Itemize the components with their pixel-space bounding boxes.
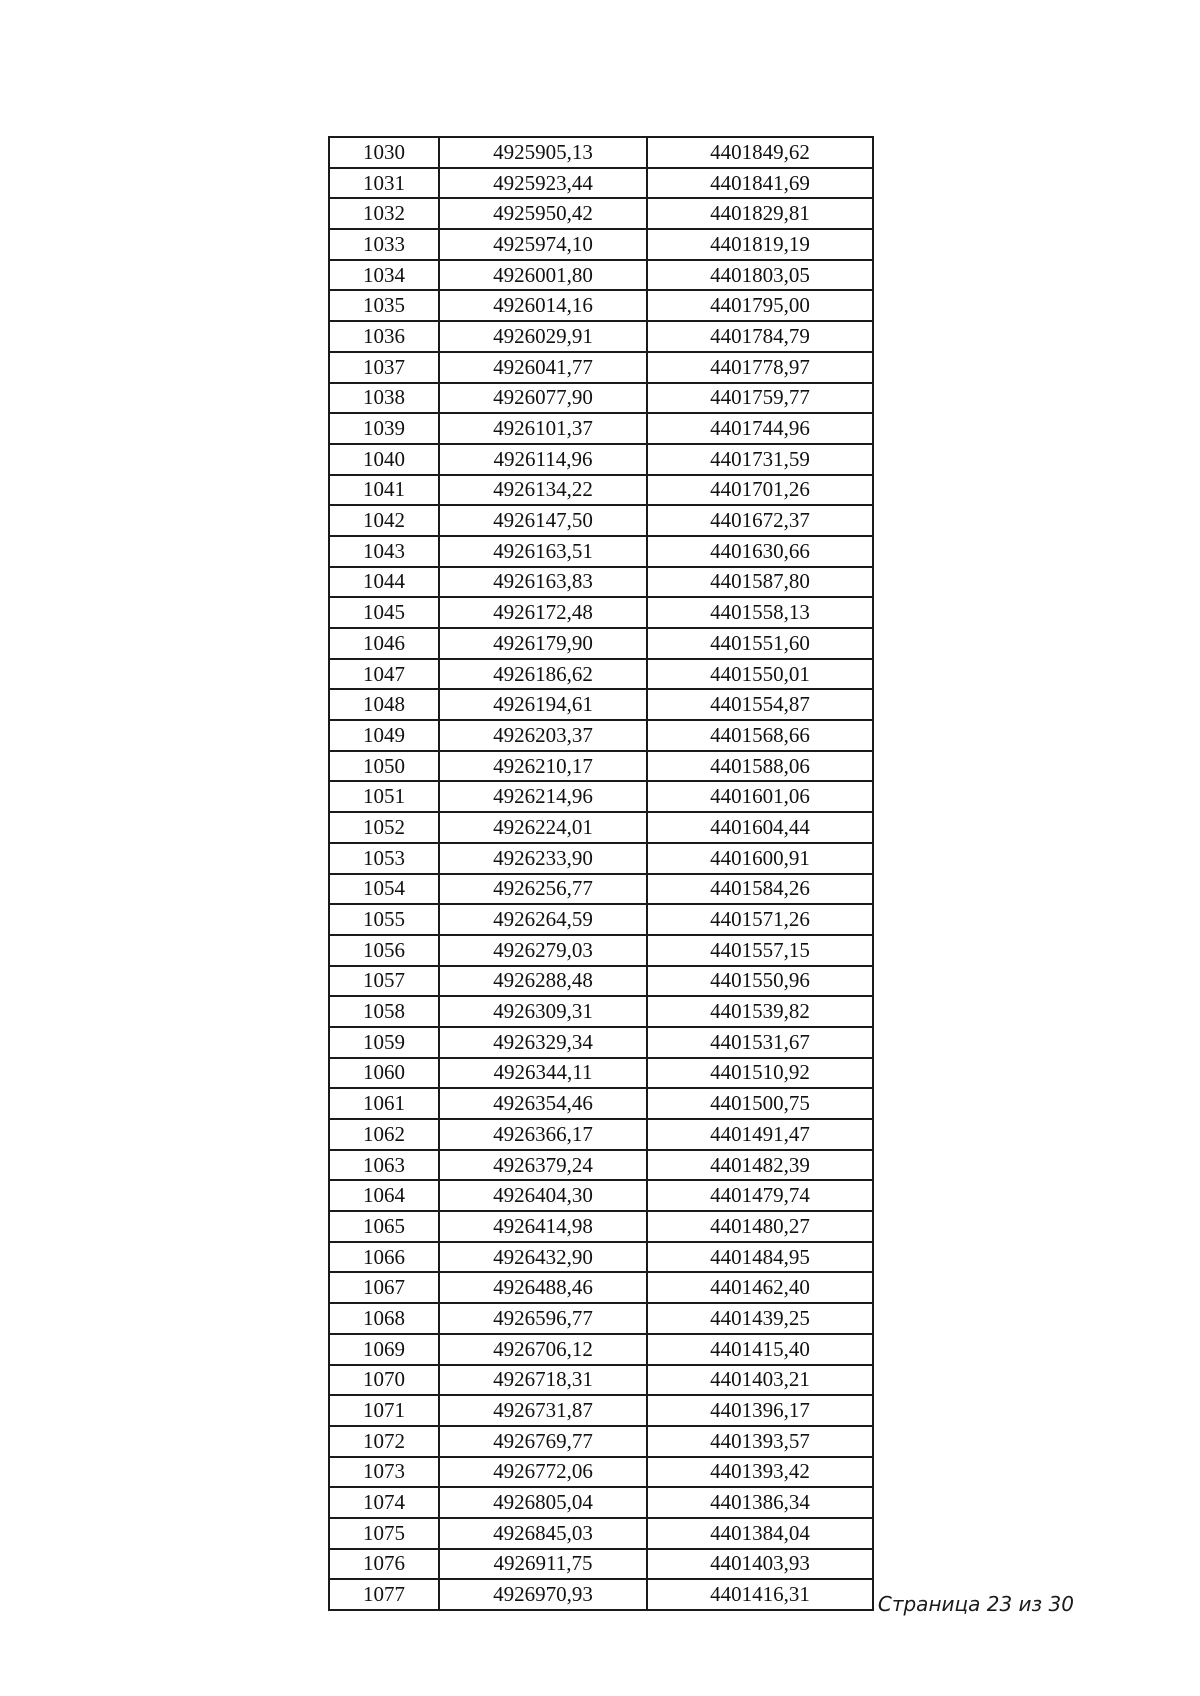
x-coordinate-cell: 4926596,77 bbox=[439, 1303, 647, 1334]
point-number-cell: 1048 bbox=[329, 689, 439, 720]
y-coordinate-cell: 4401731,59 bbox=[647, 444, 873, 475]
table-row bbox=[329, 659, 873, 690]
table-row bbox=[329, 321, 873, 352]
point-number-cell: 1070 bbox=[329, 1365, 439, 1396]
y-coordinate-cell: 4401416,31 bbox=[647, 1579, 873, 1610]
x-coordinate-cell: 4926488,46 bbox=[439, 1272, 647, 1303]
point-number-cell: 1039 bbox=[329, 413, 439, 444]
table-row bbox=[329, 904, 873, 935]
y-coordinate-cell: 4401462,40 bbox=[647, 1272, 873, 1303]
x-coordinate-cell: 4926911,75 bbox=[439, 1549, 647, 1580]
table-row bbox=[329, 874, 873, 905]
point-number-cell: 1046 bbox=[329, 628, 439, 659]
x-coordinate-cell: 4926172,48 bbox=[439, 597, 647, 628]
table-row bbox=[329, 812, 873, 843]
point-number-cell: 1073 bbox=[329, 1457, 439, 1488]
point-number-cell: 1056 bbox=[329, 935, 439, 966]
point-number-cell: 1063 bbox=[329, 1150, 439, 1181]
point-number-cell: 1060 bbox=[329, 1058, 439, 1089]
table-row bbox=[329, 1457, 873, 1488]
x-coordinate-cell: 4926224,01 bbox=[439, 812, 647, 843]
x-coordinate-cell: 4926769,77 bbox=[439, 1426, 647, 1457]
y-coordinate-cell: 4401829,81 bbox=[647, 198, 873, 229]
table-row bbox=[329, 751, 873, 782]
table-row bbox=[329, 198, 873, 229]
y-coordinate-cell: 4401759,77 bbox=[647, 383, 873, 414]
point-number-cell: 1058 bbox=[329, 996, 439, 1027]
x-coordinate-cell: 4926029,91 bbox=[439, 321, 647, 352]
table-row bbox=[329, 567, 873, 598]
table-row bbox=[329, 1334, 873, 1365]
point-number-cell: 1047 bbox=[329, 659, 439, 690]
point-number-cell: 1040 bbox=[329, 444, 439, 475]
y-coordinate-cell: 4401587,80 bbox=[647, 567, 873, 598]
point-number-cell: 1043 bbox=[329, 536, 439, 567]
x-coordinate-cell: 4926404,30 bbox=[439, 1180, 647, 1211]
x-coordinate-cell: 4926203,37 bbox=[439, 720, 647, 751]
table-row bbox=[329, 689, 873, 720]
y-coordinate-cell: 4401491,47 bbox=[647, 1119, 873, 1150]
y-coordinate-cell: 4401403,93 bbox=[647, 1549, 873, 1580]
point-number-cell: 1044 bbox=[329, 567, 439, 598]
table-row bbox=[329, 1426, 873, 1457]
table-row bbox=[329, 229, 873, 260]
y-coordinate-cell: 4401571,26 bbox=[647, 904, 873, 935]
y-coordinate-cell: 4401588,06 bbox=[647, 751, 873, 782]
y-coordinate-cell: 4401415,40 bbox=[647, 1334, 873, 1365]
table-row bbox=[329, 1180, 873, 1211]
x-coordinate-cell: 4926354,46 bbox=[439, 1088, 647, 1119]
table-row bbox=[329, 996, 873, 1027]
y-coordinate-cell: 4401600,91 bbox=[647, 843, 873, 874]
x-coordinate-cell: 4926309,31 bbox=[439, 996, 647, 1027]
y-coordinate-cell: 4401701,26 bbox=[647, 475, 873, 506]
point-number-cell: 1031 bbox=[329, 168, 439, 199]
x-coordinate-cell: 4926845,03 bbox=[439, 1518, 647, 1549]
point-number-cell: 1041 bbox=[329, 475, 439, 506]
x-coordinate-cell: 4926731,87 bbox=[439, 1395, 647, 1426]
table-row bbox=[329, 1211, 873, 1242]
point-number-cell: 1051 bbox=[329, 781, 439, 812]
x-coordinate-cell: 4926041,77 bbox=[439, 352, 647, 383]
point-number-cell: 1057 bbox=[329, 966, 439, 997]
point-number-cell: 1036 bbox=[329, 321, 439, 352]
x-coordinate-cell: 4926264,59 bbox=[439, 904, 647, 935]
x-coordinate-cell: 4926194,61 bbox=[439, 689, 647, 720]
point-number-cell: 1068 bbox=[329, 1303, 439, 1334]
point-number-cell: 1075 bbox=[329, 1518, 439, 1549]
point-number-cell: 1059 bbox=[329, 1027, 439, 1058]
point-number-cell: 1065 bbox=[329, 1211, 439, 1242]
table-row bbox=[329, 966, 873, 997]
x-coordinate-cell: 4926179,90 bbox=[439, 628, 647, 659]
x-coordinate-cell: 4926379,24 bbox=[439, 1150, 647, 1181]
point-number-cell: 1053 bbox=[329, 843, 439, 874]
point-number-cell: 1055 bbox=[329, 904, 439, 935]
y-coordinate-cell: 4401630,66 bbox=[647, 536, 873, 567]
table-row bbox=[329, 628, 873, 659]
table-row bbox=[329, 413, 873, 444]
y-coordinate-cell: 4401551,60 bbox=[647, 628, 873, 659]
point-number-cell: 1066 bbox=[329, 1242, 439, 1273]
y-coordinate-cell: 4401500,75 bbox=[647, 1088, 873, 1119]
point-number-cell: 1076 bbox=[329, 1549, 439, 1580]
point-number-cell: 1069 bbox=[329, 1334, 439, 1365]
table-row bbox=[329, 1027, 873, 1058]
table-row bbox=[329, 1272, 873, 1303]
point-number-cell: 1030 bbox=[329, 137, 439, 168]
x-coordinate-cell: 4926805,04 bbox=[439, 1487, 647, 1518]
table-row bbox=[329, 444, 873, 475]
x-coordinate-cell: 4926163,51 bbox=[439, 536, 647, 567]
point-number-cell: 1050 bbox=[329, 751, 439, 782]
table-row bbox=[329, 383, 873, 414]
table-row bbox=[329, 843, 873, 874]
point-number-cell: 1032 bbox=[329, 198, 439, 229]
table-row bbox=[329, 475, 873, 506]
x-coordinate-cell: 4926114,96 bbox=[439, 444, 647, 475]
table-row bbox=[329, 290, 873, 321]
table-row bbox=[329, 597, 873, 628]
y-coordinate-cell: 4401396,17 bbox=[647, 1395, 873, 1426]
y-coordinate-cell: 4401558,13 bbox=[647, 597, 873, 628]
y-coordinate-cell: 4401386,34 bbox=[647, 1487, 873, 1518]
y-coordinate-cell: 4401510,92 bbox=[647, 1058, 873, 1089]
x-coordinate-cell: 4926366,17 bbox=[439, 1119, 647, 1150]
y-coordinate-cell: 4401550,01 bbox=[647, 659, 873, 690]
point-number-cell: 1034 bbox=[329, 260, 439, 291]
y-coordinate-cell: 4401601,06 bbox=[647, 781, 873, 812]
y-coordinate-cell: 4401795,00 bbox=[647, 290, 873, 321]
x-coordinate-cell: 4926329,34 bbox=[439, 1027, 647, 1058]
y-coordinate-cell: 4401480,27 bbox=[647, 1211, 873, 1242]
x-coordinate-cell: 4926147,50 bbox=[439, 505, 647, 536]
x-coordinate-cell: 4925905,13 bbox=[439, 137, 647, 168]
point-number-cell: 1077 bbox=[329, 1579, 439, 1610]
point-number-cell: 1074 bbox=[329, 1487, 439, 1518]
coordinates-table-body bbox=[329, 137, 873, 1610]
table-row bbox=[329, 137, 873, 168]
y-coordinate-cell: 4401849,62 bbox=[647, 137, 873, 168]
table-row bbox=[329, 536, 873, 567]
table-row bbox=[329, 1303, 873, 1334]
table-row bbox=[329, 1242, 873, 1273]
y-coordinate-cell: 4401819,19 bbox=[647, 229, 873, 260]
table-row bbox=[329, 1487, 873, 1518]
x-coordinate-cell: 4926101,37 bbox=[439, 413, 647, 444]
x-coordinate-cell: 4926001,80 bbox=[439, 260, 647, 291]
point-number-cell: 1037 bbox=[329, 352, 439, 383]
table-row bbox=[329, 1150, 873, 1181]
y-coordinate-cell: 4401439,25 bbox=[647, 1303, 873, 1334]
y-coordinate-cell: 4401744,96 bbox=[647, 413, 873, 444]
table-row bbox=[329, 1549, 873, 1580]
point-number-cell: 1038 bbox=[329, 383, 439, 414]
y-coordinate-cell: 4401568,66 bbox=[647, 720, 873, 751]
table-row bbox=[329, 1518, 873, 1549]
point-number-cell: 1071 bbox=[329, 1395, 439, 1426]
x-coordinate-cell: 4925974,10 bbox=[439, 229, 647, 260]
point-number-cell: 1072 bbox=[329, 1426, 439, 1457]
x-coordinate-cell: 4926186,62 bbox=[439, 659, 647, 690]
table-row bbox=[329, 1058, 873, 1089]
table-row bbox=[329, 168, 873, 199]
x-coordinate-cell: 4926970,93 bbox=[439, 1579, 647, 1610]
table-row bbox=[329, 781, 873, 812]
x-coordinate-cell: 4926134,22 bbox=[439, 475, 647, 506]
point-number-cell: 1062 bbox=[329, 1119, 439, 1150]
x-coordinate-cell: 4926163,83 bbox=[439, 567, 647, 598]
point-number-cell: 1042 bbox=[329, 505, 439, 536]
coordinates-table bbox=[328, 136, 874, 1611]
y-coordinate-cell: 4401557,15 bbox=[647, 935, 873, 966]
y-coordinate-cell: 4401550,96 bbox=[647, 966, 873, 997]
x-coordinate-cell: 4926214,96 bbox=[439, 781, 647, 812]
table-row bbox=[329, 935, 873, 966]
table-row bbox=[329, 1365, 873, 1396]
x-coordinate-cell: 4926288,48 bbox=[439, 966, 647, 997]
y-coordinate-cell: 4401393,57 bbox=[647, 1426, 873, 1457]
point-number-cell: 1052 bbox=[329, 812, 439, 843]
x-coordinate-cell: 4926233,90 bbox=[439, 843, 647, 874]
x-coordinate-cell: 4925950,42 bbox=[439, 198, 647, 229]
table-row bbox=[329, 720, 873, 751]
y-coordinate-cell: 4401604,44 bbox=[647, 812, 873, 843]
y-coordinate-cell: 4401393,42 bbox=[647, 1457, 873, 1488]
x-coordinate-cell: 4926772,06 bbox=[439, 1457, 647, 1488]
x-coordinate-cell: 4926706,12 bbox=[439, 1334, 647, 1365]
y-coordinate-cell: 4401841,69 bbox=[647, 168, 873, 199]
x-coordinate-cell: 4926279,03 bbox=[439, 935, 647, 966]
y-coordinate-cell: 4401784,79 bbox=[647, 321, 873, 352]
point-number-cell: 1045 bbox=[329, 597, 439, 628]
point-number-cell: 1067 bbox=[329, 1272, 439, 1303]
x-coordinate-cell: 4925923,44 bbox=[439, 168, 647, 199]
x-coordinate-cell: 4926344,11 bbox=[439, 1058, 647, 1089]
y-coordinate-cell: 4401403,21 bbox=[647, 1365, 873, 1396]
y-coordinate-cell: 4401672,37 bbox=[647, 505, 873, 536]
y-coordinate-cell: 4401479,74 bbox=[647, 1180, 873, 1211]
point-number-cell: 1054 bbox=[329, 874, 439, 905]
y-coordinate-cell: 4401584,26 bbox=[647, 874, 873, 905]
x-coordinate-cell: 4926077,90 bbox=[439, 383, 647, 414]
x-coordinate-cell: 4926432,90 bbox=[439, 1242, 647, 1273]
page-number: Страница 23 из 30 bbox=[877, 1592, 1074, 1616]
y-coordinate-cell: 4401482,39 bbox=[647, 1150, 873, 1181]
table-row bbox=[329, 1395, 873, 1426]
y-coordinate-cell: 4401531,67 bbox=[647, 1027, 873, 1058]
table-row bbox=[329, 352, 873, 383]
table-row bbox=[329, 505, 873, 536]
table-row bbox=[329, 1579, 873, 1610]
x-coordinate-cell: 4926718,31 bbox=[439, 1365, 647, 1396]
point-number-cell: 1035 bbox=[329, 290, 439, 321]
y-coordinate-cell: 4401384,04 bbox=[647, 1518, 873, 1549]
y-coordinate-cell: 4401778,97 bbox=[647, 352, 873, 383]
table-row bbox=[329, 1088, 873, 1119]
table-row bbox=[329, 260, 873, 291]
table-row bbox=[329, 1119, 873, 1150]
y-coordinate-cell: 4401484,95 bbox=[647, 1242, 873, 1273]
x-coordinate-cell: 4926014,16 bbox=[439, 290, 647, 321]
y-coordinate-cell: 4401803,05 bbox=[647, 260, 873, 291]
x-coordinate-cell: 4926256,77 bbox=[439, 874, 647, 905]
point-number-cell: 1033 bbox=[329, 229, 439, 260]
point-number-cell: 1061 bbox=[329, 1088, 439, 1119]
point-number-cell: 1049 bbox=[329, 720, 439, 751]
x-coordinate-cell: 4926210,17 bbox=[439, 751, 647, 782]
x-coordinate-cell: 4926414,98 bbox=[439, 1211, 647, 1242]
point-number-cell: 1064 bbox=[329, 1180, 439, 1211]
y-coordinate-cell: 4401554,87 bbox=[647, 689, 873, 720]
y-coordinate-cell: 4401539,82 bbox=[647, 996, 873, 1027]
